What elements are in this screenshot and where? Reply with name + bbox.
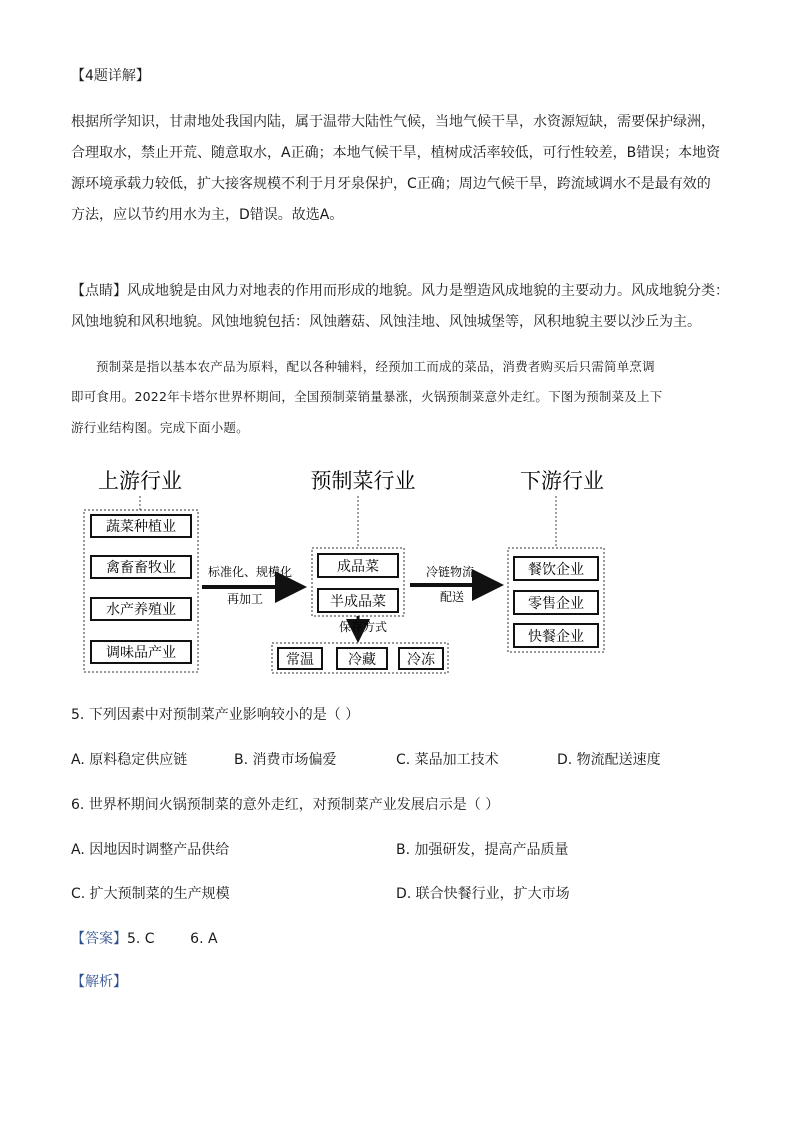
- option-d[interactable]: D. 物流配送速度: [557, 752, 661, 768]
- industry-structure-diagram: [0, 450, 794, 700]
- text-line: 源环境承载力较低，扩大接客规模不利于月牙泉保护，C正确；周边气候干旱，跨流域调水不是最有效的: [71, 176, 711, 192]
- question-stem: 5. 下列因素中对预制菜产业影响较小的是（ ）: [71, 707, 360, 723]
- option-b[interactable]: B. 加强研发，提高产品质量: [396, 842, 569, 858]
- downstream-title: 下游行业: [520, 469, 604, 493]
- downstream-item: 餐饮企业: [528, 562, 584, 578]
- arrow1-bottom-label: 再加工: [226, 592, 264, 606]
- answer-label: 【答案】: [71, 931, 127, 947]
- analysis-label: 【解析】: [71, 974, 127, 990]
- upstream-item: 蔬菜种植业: [106, 519, 176, 535]
- middle-title: 预制菜行业: [310, 469, 416, 493]
- text-line: 方法，应以节约用水为主，D错误。故选A。: [71, 207, 344, 223]
- arrow2-bottom-label: 配送: [439, 590, 465, 604]
- middle-item: 半成品菜: [330, 594, 386, 610]
- option-b[interactable]: B. 消费市场偏爱: [234, 752, 337, 768]
- passage-line: 游行业结构图。完成下面小题。: [71, 420, 249, 435]
- detail4-heading: 【4题详解】: [71, 68, 150, 84]
- text-line: 合理取水，禁止开荒、随意取水，A正确；本地气候干旱，植树成活率较低，可行性较差，B错误；本地资: [71, 145, 721, 161]
- text-line: 根据所学知识，甘肃地处我国内陆，属于温带大陆性气候，当地气候干旱，水资源短缺，需要保护绿洲，: [71, 114, 715, 130]
- passage-line: 预制菜是指以基本农产品为原料，配以各种辅料，经预加工而成的菜品，消费者购买后只需简单烹调: [96, 359, 655, 374]
- upstream-item: 调味品产业: [106, 645, 176, 661]
- option-d[interactable]: D. 联合快餐行业，扩大市场: [396, 886, 570, 902]
- arrow2-top-label: 冷链物流: [425, 565, 475, 579]
- downstream-item: 快餐企业: [528, 629, 584, 645]
- option-c[interactable]: C. 扩大预制菜的生产规模: [71, 886, 230, 902]
- tip-line: 【点睛】风成地貌是由风力对地表的作用而形成的地貌。风力是塑造风成地貌的主要动力。风成地貌分类：: [71, 283, 729, 299]
- storage-item: 常温: [286, 652, 314, 668]
- answer-line: [71, 929, 218, 949]
- passage-line: 即可食用。2022年卡塔尔世界杯期间，全国预制菜销量暴涨，火锅预制菜意外走红。下图为预制菜及上下: [71, 389, 663, 404]
- question-stem: 6. 世界杯期间火锅预制菜的意外走红，对预制菜产业发展启示是（ ）: [71, 797, 500, 813]
- option-c[interactable]: C. 菜品加工技术: [396, 752, 499, 768]
- downstream-item: 零售企业: [528, 596, 584, 612]
- upstream-item: 水产养殖业: [106, 602, 176, 618]
- upstream-item: 禽畜畜牧业: [106, 560, 176, 576]
- option-a[interactable]: A. 因地因时调整产品供给: [71, 842, 230, 858]
- option-a[interactable]: A. 原料稳定供应链: [71, 752, 188, 768]
- tip-line: 风蚀地貌和风积地貌。风蚀地貌包括：风蚀蘑菇、风蚀洼地、风蚀城堡等，风积地貌主要以沙丘为主。: [71, 314, 701, 330]
- upstream-title: 上游行业: [98, 469, 182, 493]
- storage-item: 冷冻: [407, 652, 435, 668]
- arrow1-top-label: 标准化、规模化: [207, 565, 293, 579]
- storage-label: 保存方式: [338, 620, 388, 634]
- storage-item: 冷藏: [348, 652, 376, 668]
- middle-item: 成品菜: [337, 559, 379, 575]
- answer-text: 5. C 6. A: [127, 931, 218, 947]
